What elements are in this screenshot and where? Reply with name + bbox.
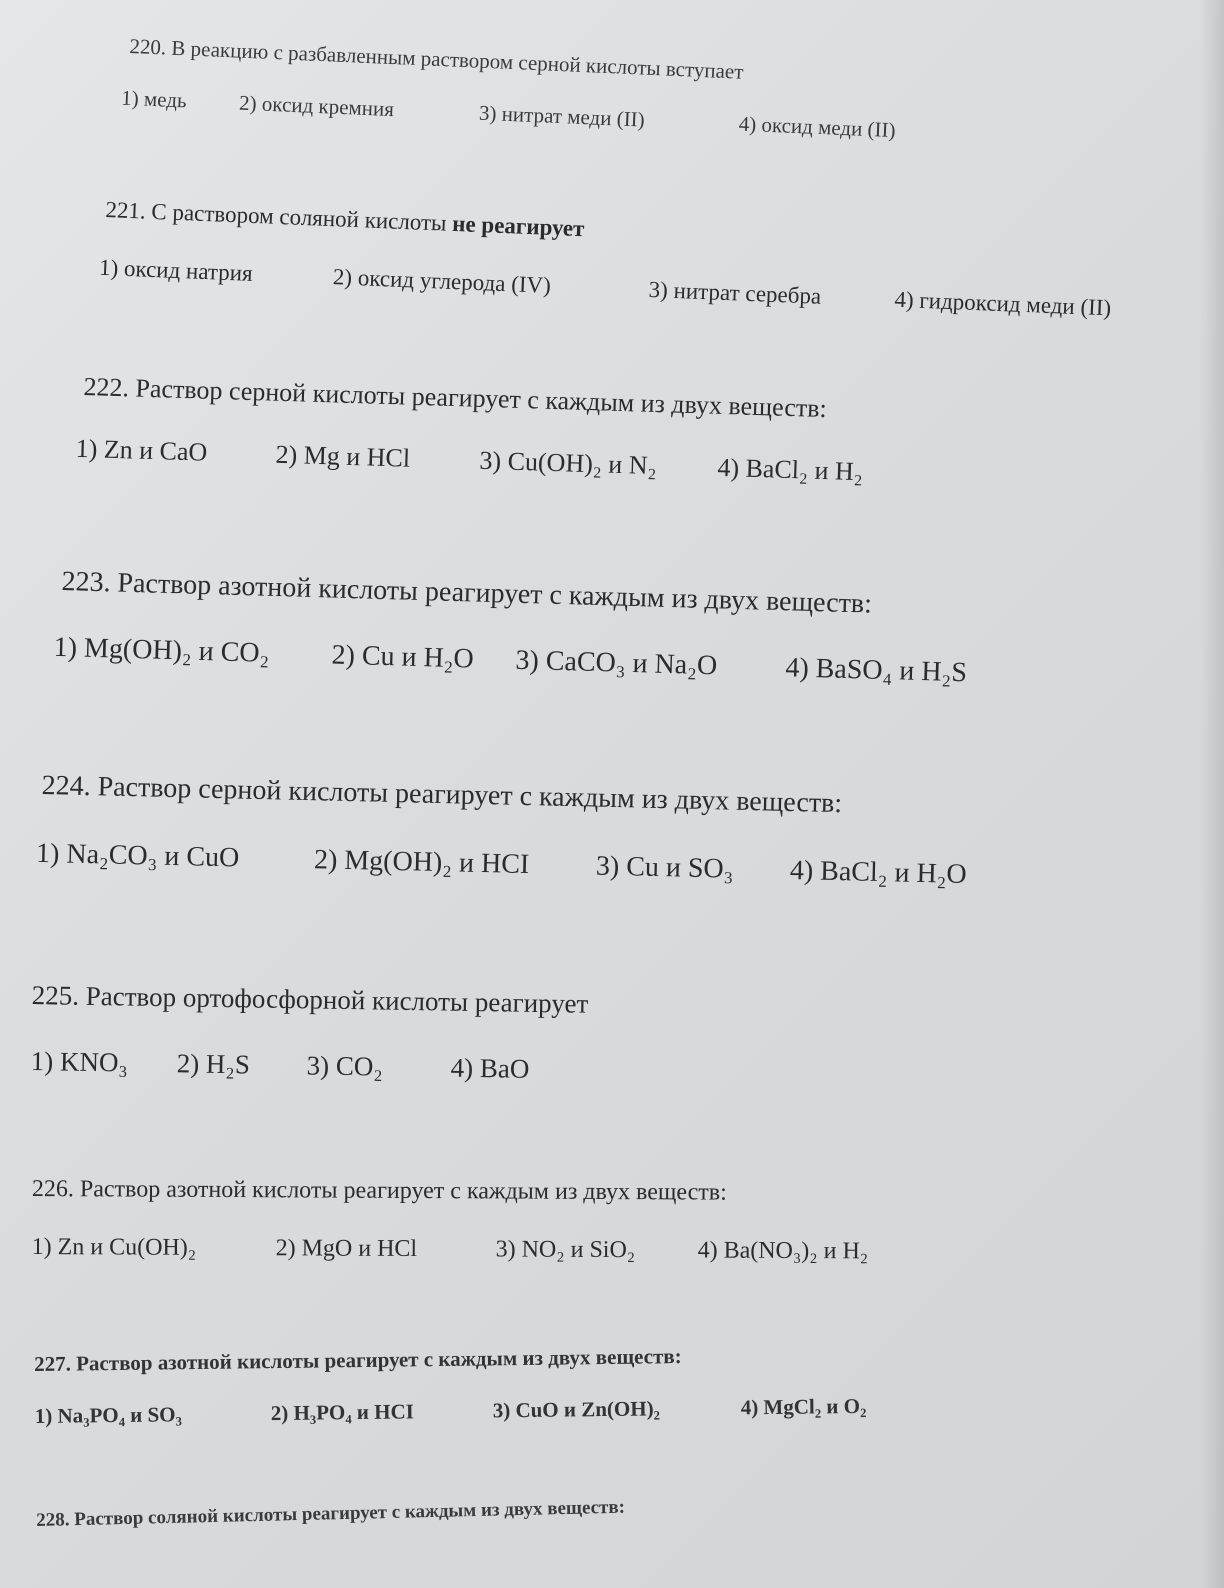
question-223-option-2: 2) Cu и H₂O [331, 639, 475, 675]
question-223-option-3: 3) CaCO₃ и Na₂O [515, 644, 718, 682]
question-225-option-2: 2) H₂S [176, 1048, 251, 1080]
question-226-stem: 226. Раствор азотной кислоты реагирует с каждым из двух веществ: [31, 1176, 727, 1206]
question-221-stem [105, 197, 585, 242]
question-224-option-1: 1) Na₂CO₃ и CuO [35, 837, 240, 874]
question-220-option-3: 3) нитрат меди (II) [478, 100, 646, 132]
question-225-option-3: 3) CO₂ [306, 1050, 384, 1082]
question-222-option-1: 1) Zn и CaO [75, 433, 208, 467]
question-220-option-2: 2) оксид кремния [238, 90, 395, 122]
question-221-stem-text: 221. С раствором соляной кислоты [104, 197, 453, 236]
question-224-option-3: 3) Cu и SO₃ [595, 850, 734, 885]
question-220-option-4: 4) оксид меди (II) [738, 111, 897, 143]
question-220-option-1: 1) медь [120, 85, 188, 113]
question-222-stem: 222. Раствор серной кислоты реагирует с каждым из двух веществ: [83, 372, 828, 424]
question-221-option-4: 4) гидроксид меди (II) [894, 286, 1112, 321]
question-224-option-4: 4) BaCl₂ и H₂O [789, 854, 968, 891]
question-223-stem: 223. Раствор азотной кислоты реагирует с каждым из двух веществ: [61, 566, 873, 620]
question-221-option-2: 2) оксид углерода (IV) [332, 264, 552, 298]
question-225-stem: 225. Раствор ортофосфорной кислоты реагирует [31, 980, 589, 1019]
question-224-stem: 224. Раствор серной кислоты реагирует с каждым из двух веществ: [41, 770, 843, 820]
question-225-option-1: 1) KNO₃ [30, 1045, 129, 1078]
question-223-option-1: 1) Mg(OH)₂ и CO₂ [53, 631, 270, 669]
question-225-option-4: 4) BaO [450, 1052, 530, 1084]
question-227-option-4: 4) MgCl₂ и O₂ [740, 1393, 867, 1420]
question-228-stem: 228. Раствор соляной кислоты реагирует с каждым из двух веществ: [36, 1496, 626, 1531]
question-224-option-2: 2) Mg(OH)₂ и HCI [313, 844, 530, 881]
question-221-option-3: 3) нитрат серебра [648, 276, 822, 309]
question-223-option-4: 4) BaSO₄ и H₂S [785, 652, 968, 689]
question-220-stem: 220. В реакцию с разбавленным раствором серной кислоты вступает [128, 34, 744, 84]
question-221-option-1: 1) оксид натрия [98, 254, 254, 286]
paper-edge-shadow [1200, 0, 1224, 1588]
question-226-option-2: 2) MgO и HCl [275, 1235, 418, 1263]
question-222-option-3: 3) Cu(OH)₂ и N₂ [479, 445, 658, 481]
question-227-stem: 227. Раствор азотной кислоты реагирует с каждым из двух веществ: [34, 1344, 682, 1376]
question-227-option-2: 2) H₃PO₄ и HCI [270, 1399, 415, 1426]
question-222-option-4: 4) BaCl₂ и H₂ [717, 452, 864, 487]
question-226-option-4: 4) Ba(NO₃)₂ и H₂ [697, 1237, 869, 1265]
question-221-stem-emphasis: не реагирует [451, 210, 585, 242]
question-226-option-1: 1) Zn и Cu(OH)₂ [31, 1233, 197, 1261]
question-227-option-3: 3) CuO и Zn(OH)₂ [492, 1396, 661, 1423]
question-226-option-3: 3) NO₂ и SiO₂ [495, 1236, 636, 1264]
question-222-option-2: 2) Mg и HCl [275, 439, 411, 473]
question-227-option-1: 1) Na₃PO₄ и SO₃ [34, 1402, 182, 1428]
